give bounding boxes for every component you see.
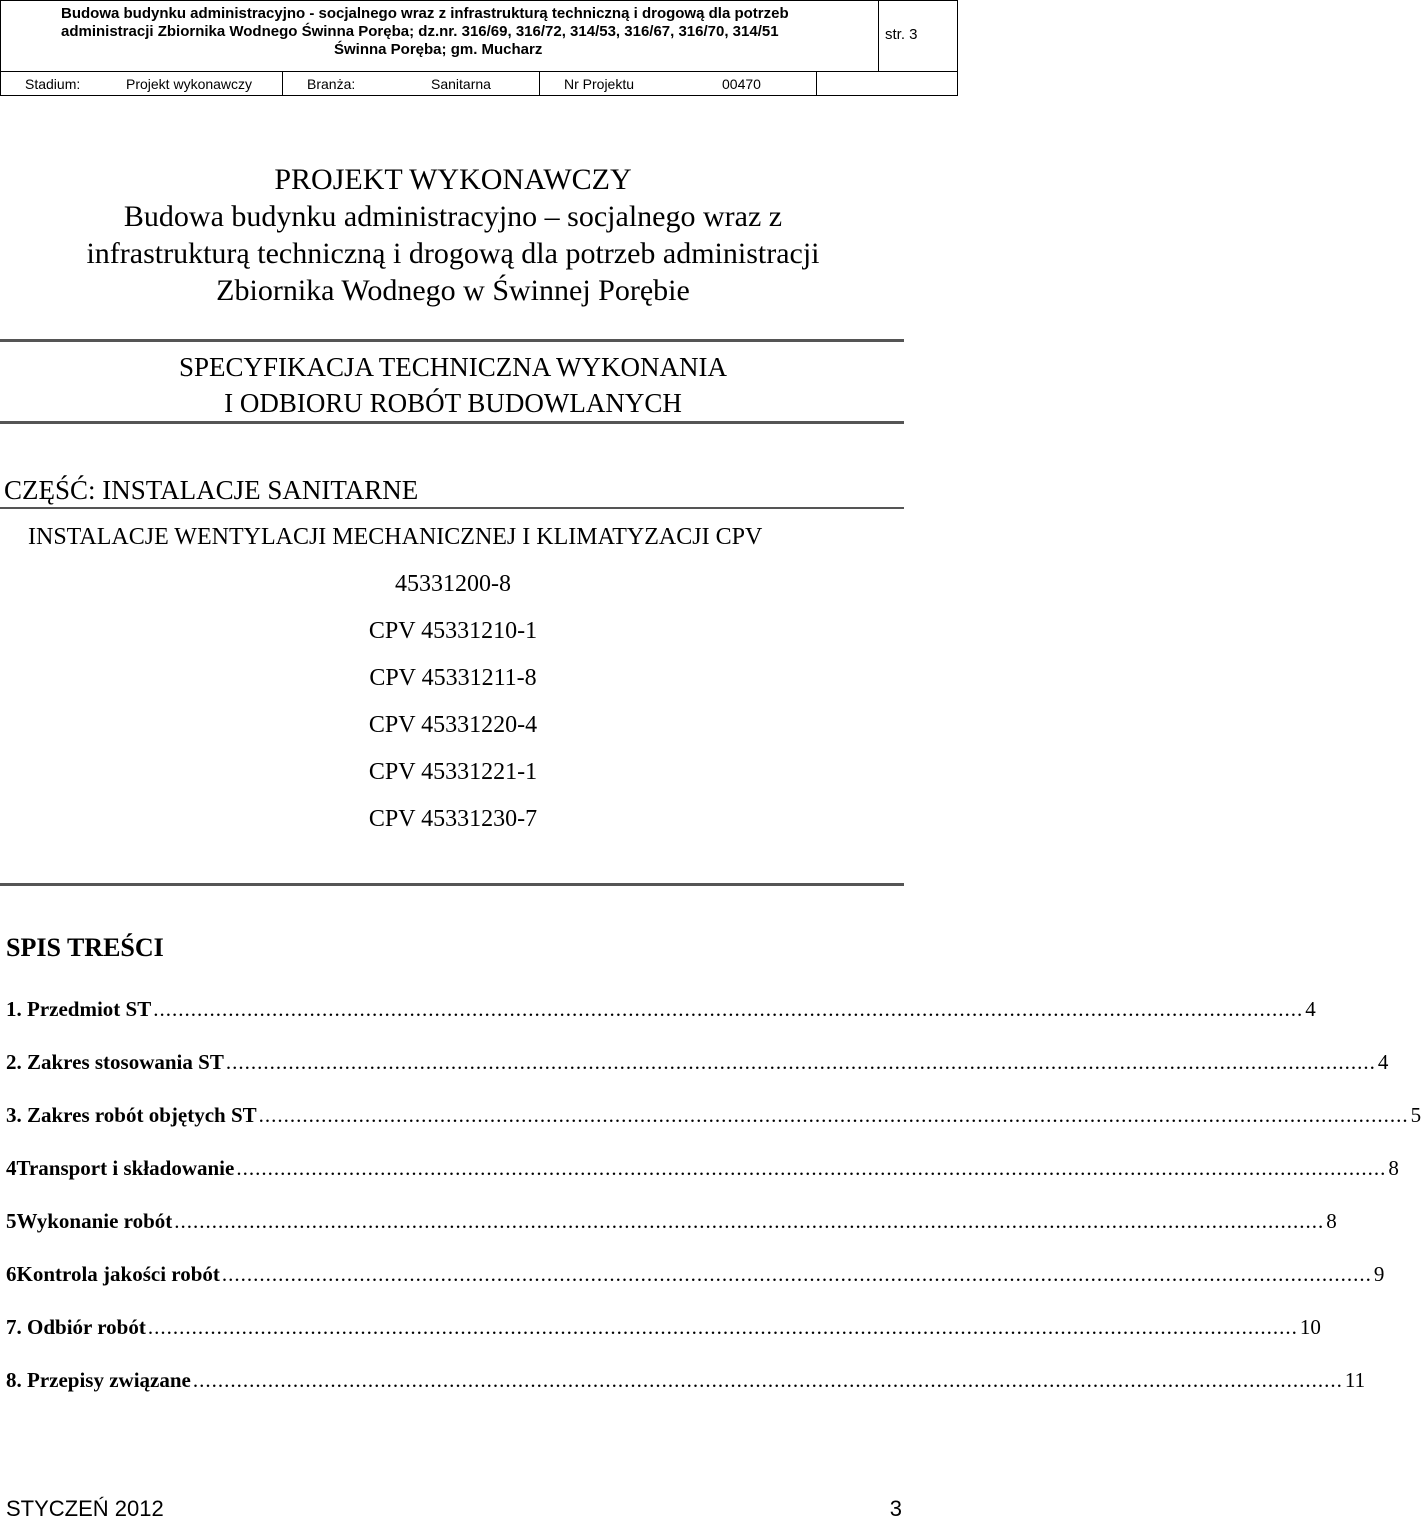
cpv-line: CPV 45331220-4 (368, 712, 538, 738)
toc-item-label: Zakres stosowania ST (27, 1050, 224, 1074)
toc-item-label: Transport i składowanie (16, 1156, 235, 1180)
header-title (1, 1, 879, 72)
header-info-row (1, 72, 957, 96)
toc-item-number: 2. (6, 1050, 22, 1074)
footer-date: STYCZEŃ 2012 (6, 1496, 164, 1521)
header-title-line: Świnna Poręba; gm. Mucharz (334, 41, 543, 58)
toc-item-number: 8. (6, 1368, 22, 1392)
spec-line: SPECYFIKACJA TECHNICZNA WYKONANIA (178, 352, 728, 382)
title-line: PROJEKT WYKONAWCZY (274, 163, 632, 196)
toc-item[interactable] (6, 997, 1316, 1050)
toc-item-number: 5 (6, 1209, 17, 1233)
branza-value: Sanitarna (407, 72, 540, 96)
spec-line: I ODBIORU ROBÓT BUDOWLANYCH (224, 388, 682, 418)
cpv-line: CPV 45331210-1 (368, 618, 538, 644)
toc-item-number: 3. (6, 1103, 22, 1127)
stadium-label: Stadium: (25, 76, 81, 92)
spec-title (0, 349, 906, 421)
toc-item[interactable] (6, 1209, 1337, 1262)
toc-leader: ........................................................................................................................................................................................ (153, 997, 1304, 1021)
table-of-contents (6, 997, 1421, 1421)
project-value: 00470 (698, 72, 817, 96)
toc-item-page: 8 (1326, 1209, 1337, 1233)
toc-item[interactable] (6, 1156, 1399, 1209)
toc-item-label: Zakres robót objętych ST (27, 1103, 257, 1127)
stadium-value: Projekt wykonawczy (102, 72, 283, 96)
toc-item-label: Kontrola jakości robót (16, 1262, 220, 1286)
header-empty-cell (817, 72, 957, 96)
header-title-line: administracji Zbiornika Wodnego Świnna Poręba; dz.nr. 316/69, 316/72, 314/53, 316/67, 316/70, 314/51 (61, 23, 779, 40)
title-line: Budowa budynku administracyjno – socjalnego wraz z (123, 200, 783, 233)
cpv-line: CPV 45331230-7 (368, 806, 538, 832)
footer-page-number: 3 (889, 1496, 902, 1521)
document-title (0, 161, 906, 309)
cpv-line: CPV 45331221-1 (368, 759, 538, 785)
divider (0, 883, 904, 886)
cpv-list (0, 514, 906, 843)
toc-heading: SPIS TREŚCI (6, 933, 164, 962)
toc-item[interactable] (6, 1262, 1385, 1315)
toc-leader: ........................................................................................................................................................................................ (147, 1315, 1298, 1339)
toc-item-page: 11 (1344, 1368, 1366, 1392)
branza-label: Branża: (307, 76, 356, 92)
toc-item[interactable] (6, 1103, 1421, 1156)
toc-item-page: 9 (1373, 1262, 1385, 1286)
toc-item-number: 1. (6, 997, 22, 1021)
header-title-line: Budowa budynku administracyjno - socjalnego wraz z infrastrukturą techniczną i drogową dla potrzeb (61, 5, 789, 22)
title-line: Zbiornika Wodnego w Świnnej Porębie (216, 274, 690, 307)
document-header (0, 0, 958, 96)
title-line: infrastrukturą techniczną i drogową dla potrzeb administracji (86, 237, 820, 270)
toc-leader: ........................................................................................................................................................................................ (221, 1262, 1372, 1286)
project-label: Nr Projektu (564, 76, 635, 92)
toc-item-page: 8 (1388, 1156, 1399, 1180)
toc-item-page: 4 (1305, 997, 1316, 1021)
toc-item-label: Odbiór robót (27, 1315, 146, 1339)
cpv-line: INSTALACJE WENTYLACJI MECHANICZNEJ I KLIMATYZACJI CPV (28, 524, 763, 550)
toc-item-page: 5 (1410, 1103, 1421, 1127)
toc-leader: ........................................................................................................................................................................................ (225, 1050, 1376, 1074)
part-label: CZĘŚĆ: INSTALACJE SANITARNE (4, 475, 419, 505)
toc-item-number: 7. (6, 1315, 22, 1339)
toc-item[interactable] (6, 1050, 1389, 1103)
toc-item[interactable] (6, 1368, 1366, 1421)
toc-item-label: Przepisy związane (27, 1368, 191, 1392)
toc-item-number: 6 (6, 1262, 17, 1286)
toc-item-label: Wykonanie robót (16, 1209, 173, 1233)
toc-item-number: 4 (6, 1156, 17, 1180)
toc-item[interactable] (6, 1315, 1321, 1368)
toc-item-label: Przedmiot ST (27, 997, 152, 1021)
toc-leader: ........................................................................................................................................................................................ (236, 1156, 1387, 1180)
cpv-line: CPV 45331211-8 (369, 665, 537, 691)
toc-leader: ........................................................................................................................................................................................ (174, 1209, 1325, 1233)
divider (0, 421, 904, 424)
toc-item-page: 10 (1299, 1315, 1321, 1339)
page-footer (6, 1496, 902, 1522)
header-page-number: str. 3 (879, 1, 957, 72)
divider (0, 507, 904, 509)
cpv-line: 45331200-8 (395, 571, 511, 597)
divider (0, 339, 904, 342)
toc-item-page: 4 (1377, 1050, 1389, 1074)
toc-leader: ........................................................................................................................................................................................ (258, 1103, 1409, 1127)
toc-leader: ........................................................................................................................................................................................ (192, 1368, 1343, 1392)
